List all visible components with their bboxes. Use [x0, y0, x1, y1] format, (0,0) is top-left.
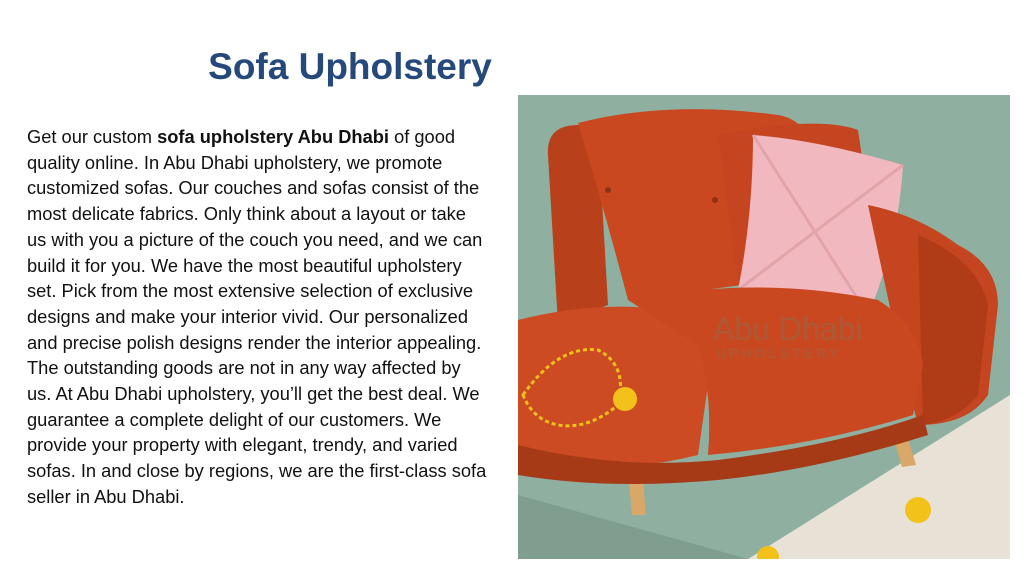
- lemon-on-seat: [613, 387, 637, 411]
- body-text-bold-keyword: sofa upholstery Abu Dhabi: [157, 126, 389, 147]
- body-text-main: of good quality online. In Abu Dhabi upholstery, we promote customized sofas. Our couches and sofas consist of the most delicate fabrics. Only think about a layout or take us with you a picture of the couch you need, and we can build it for you. We have the most beautiful upholstery set. Pick from the most extensive selection of exclusive designs and make your interior vivid. Our personalized and precise polish designs render the interior appealing. The outstanding goods are not in any way affected by us. At Abu Dhabi upholstery, you’ll get the best deal. We guarantee a complete delight of our customers. We provide your property with elegant, trendy, and varied sofas. In and close by regions, we are the first-class sofa seller in Abu Dhabi.: [27, 126, 487, 507]
- watermark-subtitle: UPHOLSTERY: [716, 345, 842, 361]
- body-text-intro: Get our custom: [27, 126, 158, 147]
- body-paragraph: [27, 124, 487, 510]
- sofa-photo: [518, 95, 1010, 559]
- slide-title: Sofa Upholstery: [208, 46, 492, 87]
- lemon-on-rug: [905, 497, 931, 523]
- watermark-title: Abu Dhabi: [713, 311, 863, 347]
